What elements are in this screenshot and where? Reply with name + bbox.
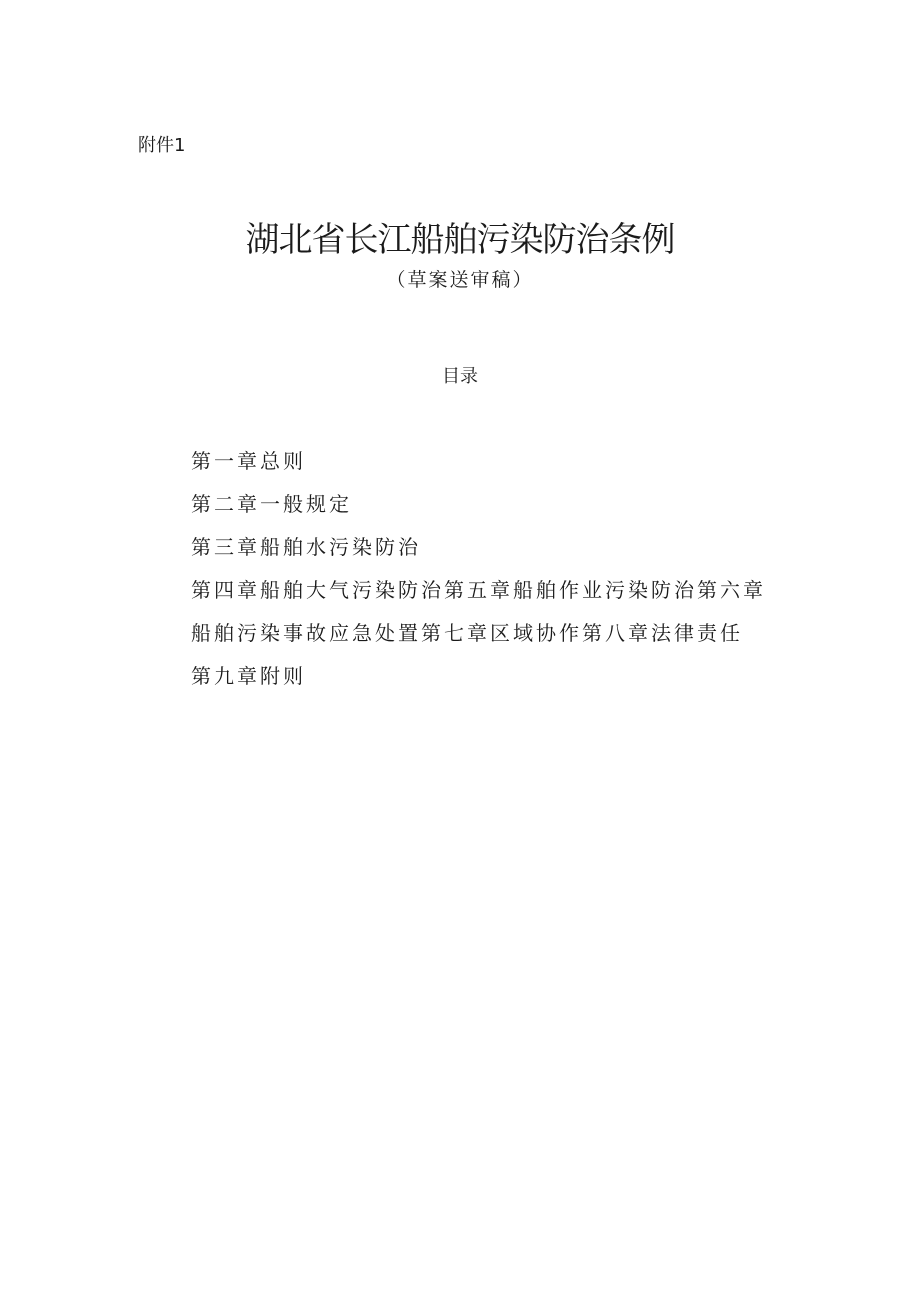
toc-line: 第三章船舶水污染防治 (191, 535, 421, 559)
toc-line: 第二章一般规定 (191, 492, 352, 516)
attachment-label: 附件1 (138, 135, 186, 156)
toc-line: 第四章船舶大气污染防治第五章船舶作业污染防治第六章 (191, 578, 766, 602)
toc-heading: 目录 (442, 366, 478, 387)
toc-line: 第一章总则 (191, 449, 306, 473)
document-title (0, 212, 920, 261)
toc-line: 第九章附则 (191, 664, 306, 688)
toc-line: 船舶污染事故应急处置第七章区域协作第八章法律责任 (191, 621, 743, 645)
document-subtitle: （草案送审稿） (386, 269, 534, 291)
table-of-contents (191, 440, 781, 698)
document-title-text: 湖北省长江船舶污染防治条例 (245, 220, 675, 260)
